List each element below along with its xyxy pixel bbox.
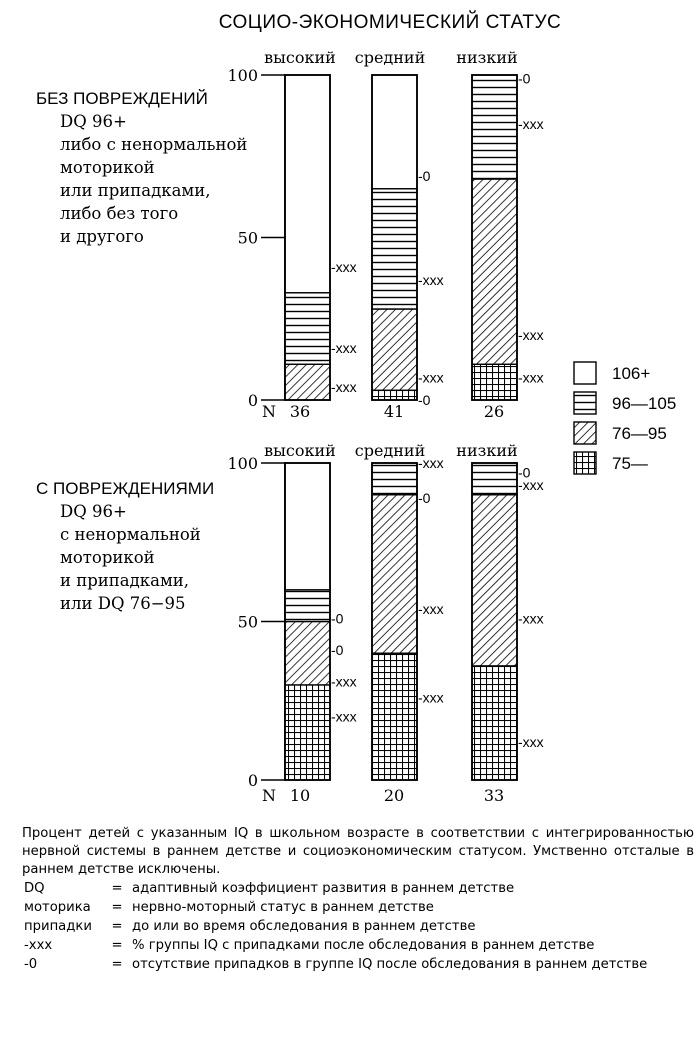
n-label: N (262, 402, 276, 421)
bar-annotation: -xxx (518, 369, 544, 386)
y-tick-label: 100 (227, 66, 258, 85)
n-value: 41 (383, 402, 405, 421)
category-label: средний (354, 48, 426, 67)
legend-label: 96—105 (612, 394, 677, 413)
panels (36, 48, 544, 805)
definition-equals: = (111, 881, 123, 896)
n-value: 26 (483, 402, 505, 421)
bar-annotation: -xxx (418, 271, 444, 288)
y-tick-label: 0 (247, 391, 258, 410)
bar-annotation: -0 (518, 464, 531, 481)
bar-segment (285, 364, 330, 400)
n-value: 20 (383, 786, 405, 805)
group-label-line: БЕЗ ПОВРЕЖДЕНИЙ (36, 89, 208, 108)
caption-text: Процент детей с указанным IQ в школьном возрасте в соответствии с интегрированностью нервной системы в раннем детстве и социоэкономическим статусом. Умственно отсталые в раннем детстве исключены. (22, 826, 694, 877)
legend-swatch (574, 392, 596, 414)
bar-annotation: -xxx (518, 115, 544, 132)
bar-annotation: -xxx (418, 600, 444, 617)
bar-annotation: -xxx (418, 369, 444, 386)
group-label-line: либо без того (60, 204, 179, 223)
group-label-line: DQ 96+ (60, 112, 127, 131)
legend-swatch (574, 362, 596, 384)
bar-segment (372, 189, 417, 309)
n-value: 36 (289, 402, 311, 421)
group-label-line: и другого (60, 227, 144, 246)
panel-1 (36, 48, 544, 421)
y-tick-label: 100 (227, 454, 258, 473)
group-label-line: с ненормальной (60, 525, 201, 544)
y-tick-label: 50 (237, 228, 258, 248)
bar-segment (472, 364, 517, 400)
definition-equals: = (111, 900, 123, 915)
bar-segment (372, 653, 417, 780)
group-label-line: и припадками, (60, 571, 190, 590)
group-label-line: или припадками, (60, 181, 211, 200)
bar-annotation: -xxx (331, 379, 357, 395)
y-tick-label: 50 (237, 612, 258, 632)
bar-segment (372, 75, 417, 189)
group-label-line: С ПОВРЕЖДЕНИЯМИ (36, 479, 215, 498)
definition-row (22, 956, 694, 975)
bar-segment (372, 390, 417, 400)
definitions-table (22, 880, 694, 975)
bar-annotation: -0 (331, 610, 344, 627)
definition-row (22, 880, 694, 899)
bar-segment (472, 179, 517, 364)
definition-term: -0 (24, 957, 38, 972)
definition-row (22, 899, 694, 918)
legend-swatch (574, 452, 596, 474)
group-label-line: моторикой (60, 548, 155, 567)
definition-equals: = (111, 919, 123, 934)
n-label: N (262, 786, 276, 805)
bar-annotation: -xxx (518, 610, 544, 627)
y-tick-label: 0 (247, 771, 258, 790)
definition-term: -xxx (24, 938, 53, 953)
bar-annotation: -xxx (418, 455, 444, 471)
definition-equals: = (111, 957, 123, 972)
bar-segment (372, 495, 417, 654)
category-label: высокий (264, 441, 336, 460)
bar-annotation: -xxx (331, 340, 357, 356)
bar-segment (472, 495, 517, 666)
bar-segment (285, 590, 330, 622)
bar-annotation: -0 (418, 167, 431, 184)
bar-segment (372, 463, 417, 495)
bar-segment (285, 622, 330, 685)
category-label: средний (354, 441, 426, 460)
bar-segment (285, 685, 330, 780)
group-label-line: либо с ненормальной (60, 135, 248, 154)
legend-label: 76—95 (612, 424, 667, 443)
category-label: низкий (456, 48, 518, 67)
bar-annotation: -xxx (331, 258, 357, 275)
legend (574, 362, 676, 474)
bar-segment (285, 75, 330, 293)
category-label: высокий (264, 48, 336, 67)
bar-segment (472, 75, 517, 179)
bar-segment (472, 463, 517, 495)
definition-equals: = (111, 938, 123, 953)
definition-text: нервно-моторный статус в раннем детстве (132, 900, 434, 915)
definition-text: % группы IQ с припадками после обследования в раннем детстве (132, 938, 595, 953)
definition-term: припадки (24, 919, 92, 934)
bar-annotation: -xxx (518, 477, 544, 494)
bar-segment (472, 666, 517, 780)
definition-row (22, 918, 694, 937)
bar-segment (285, 293, 330, 365)
bar-segment (372, 309, 417, 390)
bar-annotation: -xxx (331, 708, 357, 725)
bar-annotation: -0 (418, 392, 431, 408)
bar-annotation: -0 (518, 70, 531, 87)
legend-label: 75— (612, 454, 648, 473)
bar-annotation: -xxx (518, 327, 544, 343)
bar-annotation: -xxx (418, 689, 444, 706)
bar-segment (285, 463, 330, 590)
bar-annotation: -0 (331, 642, 344, 659)
definition-term: DQ (24, 881, 45, 896)
legend-label: 106+ (612, 364, 651, 383)
bar-annotation: -xxx (331, 673, 357, 690)
group-label-line: DQ 96+ (60, 502, 127, 521)
caption (22, 825, 694, 881)
bar-annotation: -0 (418, 489, 431, 506)
definition-term: моторика (24, 900, 91, 915)
definition-text: до или во время обследования в раннем детстве (132, 919, 476, 934)
definition-text: отсутствие припадков в группе IQ после обследования в раннем детстве (132, 957, 648, 972)
definition-row (22, 937, 694, 956)
legend-swatch (574, 422, 596, 444)
n-value: 33 (483, 786, 505, 805)
group-label-line: моторикой (60, 158, 155, 177)
bar-annotation: -xxx (518, 733, 544, 750)
definition-text: адаптивный коэффициент развития в раннем детстве (132, 881, 515, 896)
category-label: низкий (456, 441, 518, 460)
n-value: 10 (289, 786, 311, 805)
group-label-line: или DQ 76−95 (60, 594, 186, 613)
figure-title: СОЦИО-ЭКОНОМИЧЕСКИЙ СТАТУС (218, 12, 562, 33)
panel-2 (36, 441, 544, 805)
